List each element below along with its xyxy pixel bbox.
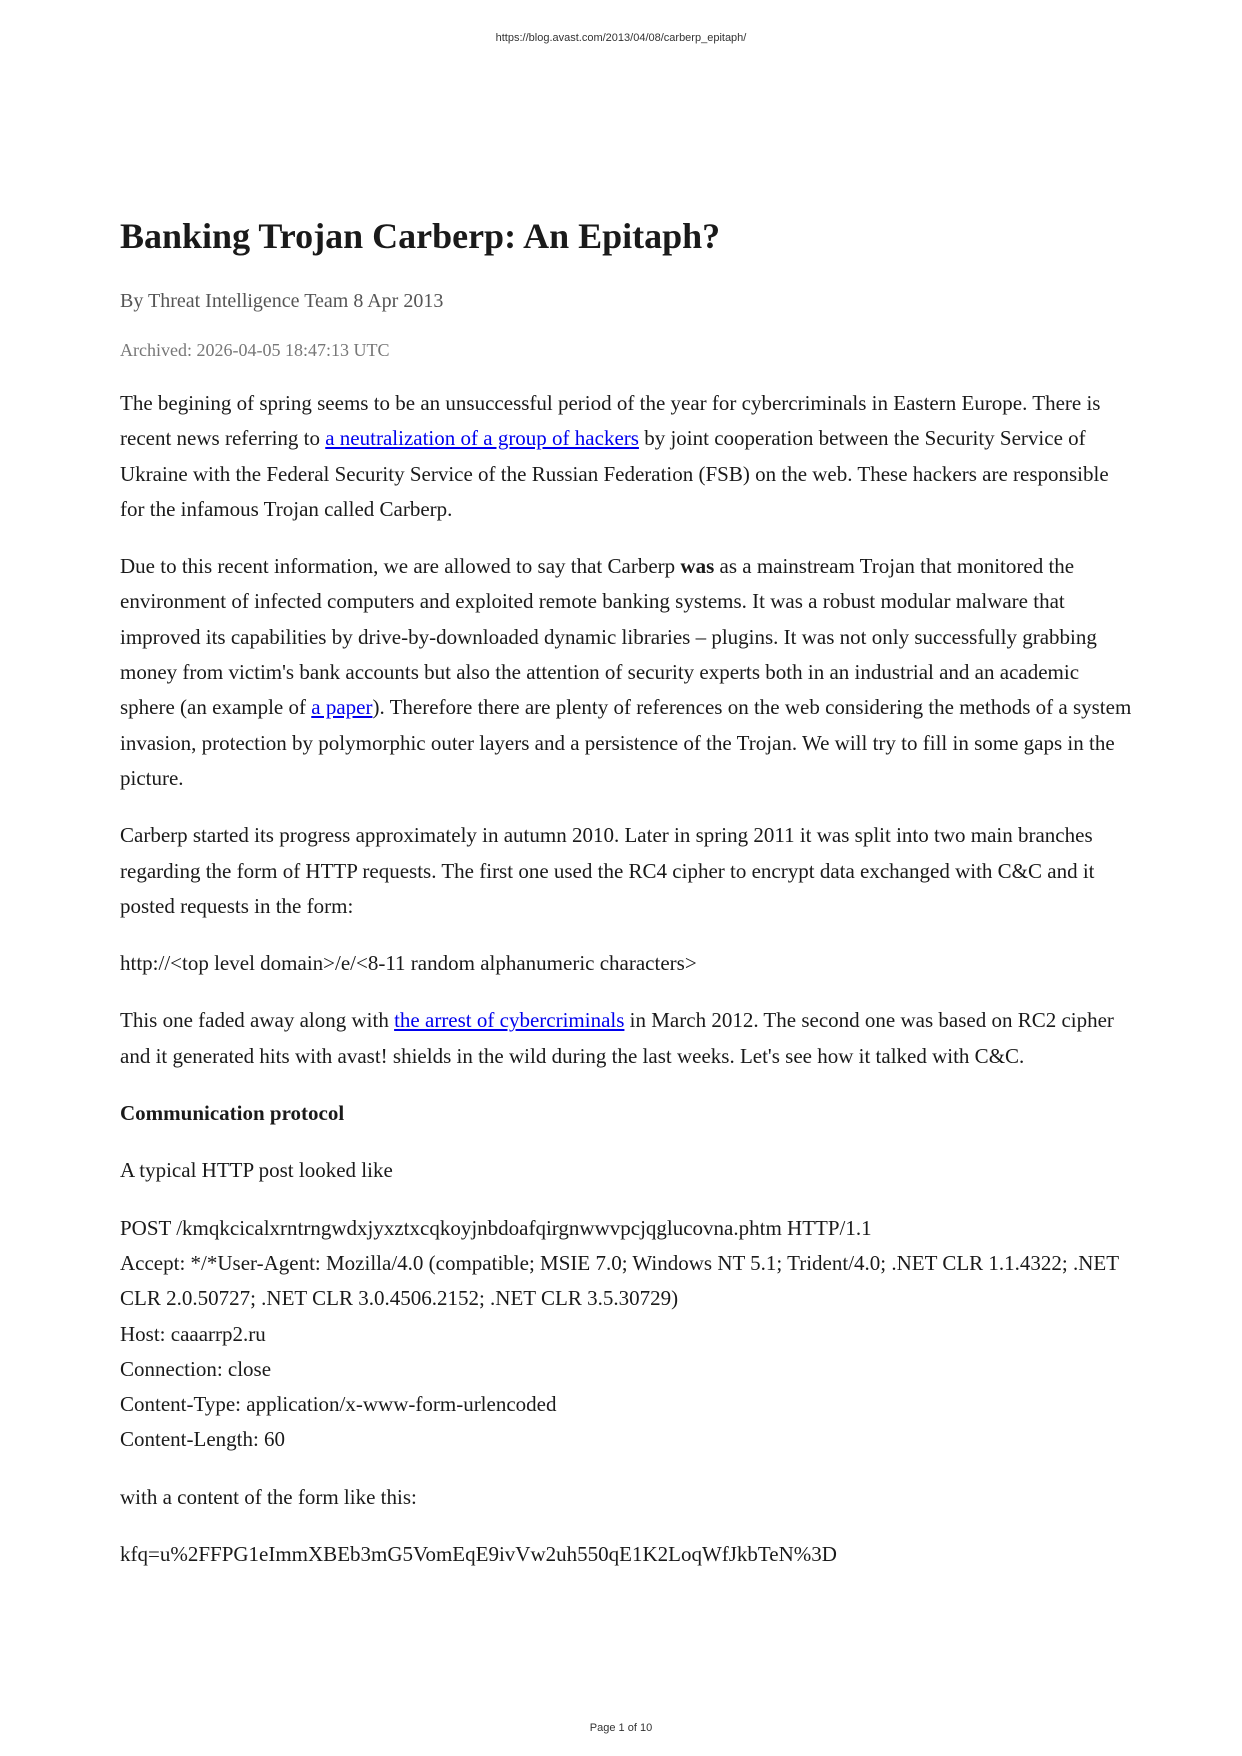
text: by joint cooperation between the Security Service of Ukraine with the Federal Security Service of the Russian Federation (FSB) on the web. These hackers are responsible for the infamous Trojan called Carberp. [120, 426, 1109, 521]
archived-timestamp: Archived: 2026-04-05 18:47:13 UTC [120, 340, 390, 360]
text: in March 2012. The second one was based on RC2 cipher and it generated hits with avast! shields in the wild during the last weeks. Let's see how it talked with C&C. [120, 1008, 1114, 1068]
page-number: Page 1 of 10 [589, 1722, 653, 1734]
text: ). Therefore there are plenty of references on the web considering the methods of a system invasion, protection by polymorphic outer layers and a persistence of the Trojan. We will try to fill in some gaps in the picture. [120, 695, 1132, 790]
text: The begining of spring seems to be an unsuccessful period of the year for cybercriminals in Eastern Europe. There is recent news referring to [120, 391, 1101, 451]
section-heading [120, 1096, 1132, 1131]
http-line: Accept: */*User-Agent: Mozilla/4.0 (compatible; MSIE 7.0; Windows NT 5.1; Trident/4.0; .NET CLR 1.1.4322; .NET CLR 2.0.50727; .NET CLR 3.0.4506.2152; .NET CLR 3.5.30729) [120, 1250, 1119, 1311]
paragraph-intro [120, 386, 1132, 527]
section-heading-text: Communication protocol [120, 1101, 345, 1126]
paragraph-content-intro: with a content of the form like this: [120, 1484, 417, 1509]
http-request-block [120, 1211, 1132, 1458]
paragraph-http-post-intro: A typical HTTP post looked like [120, 1158, 393, 1183]
paragraph-history: Carberp started its progress approximately in autumn 2010. Later in spring 2011 it was split into two main branches regarding the form of HTTP requests. The first one used the RC4 cipher to encrypt data exchanged with C&C and it posted requests in the form: [120, 823, 1095, 918]
http-line: Connection: close [120, 1356, 272, 1381]
header-url: https://blog.avast.com/2013/04/08/carberp_epitaph/ [495, 32, 747, 44]
page-title: Banking Trojan Carberp: An Epitaph? [120, 216, 721, 256]
http-line: Host: caaarrp2.ru [120, 1321, 266, 1346]
url-pattern: http://<top level domain>/e/<8-11 random alphanumeric characters> [120, 951, 697, 976]
text: as a mainstream Trojan that monitored the environment of infected computers and exploited remote banking systems. It was a robust modular malware that improved its capabilities by drive-by-downloaded dynamic libraries – plugins. It was not only successfully grabbing money from victim's bank accounts but also the attention of security experts both in an industrial and an academic sphere (an example of [120, 554, 1097, 720]
http-line: Content-Length: 60 [120, 1427, 286, 1452]
text: This one faded away along with [120, 1008, 395, 1033]
bold-text: was [680, 554, 715, 579]
byline: By Threat Intelligence Team 8 Apr 2013 [120, 290, 444, 312]
paragraph-carberp-description [120, 549, 1132, 796]
text: Due to this recent information, we are allowed to say that Carberp [120, 554, 681, 579]
link-a-paper[interactable]: a paper [311, 695, 373, 720]
article [120, 212, 1132, 1594]
link-neutralization-of-hackers[interactable]: a neutralization of a group of hackers [325, 426, 639, 451]
post-body-example: kfq=u%2FFPG1eImmXBEb3mG5VomEqE9ivVw2uh550qE1K2LoqWfJkbTeN%3D [120, 1542, 837, 1567]
paragraph-second-branch [120, 1003, 1132, 1074]
http-line: Content-Type: application/x-www-form-urlencoded [120, 1392, 557, 1417]
http-line: POST /kmqkcicalxrntrngwdxjyxztxcqkoyjnbdoafqirgnwwvpcjqglucovna.phtm HTTP/1.1 [120, 1215, 872, 1240]
link-arrest-of-cybercriminals[interactable]: the arrest of cybercriminals [394, 1008, 625, 1033]
